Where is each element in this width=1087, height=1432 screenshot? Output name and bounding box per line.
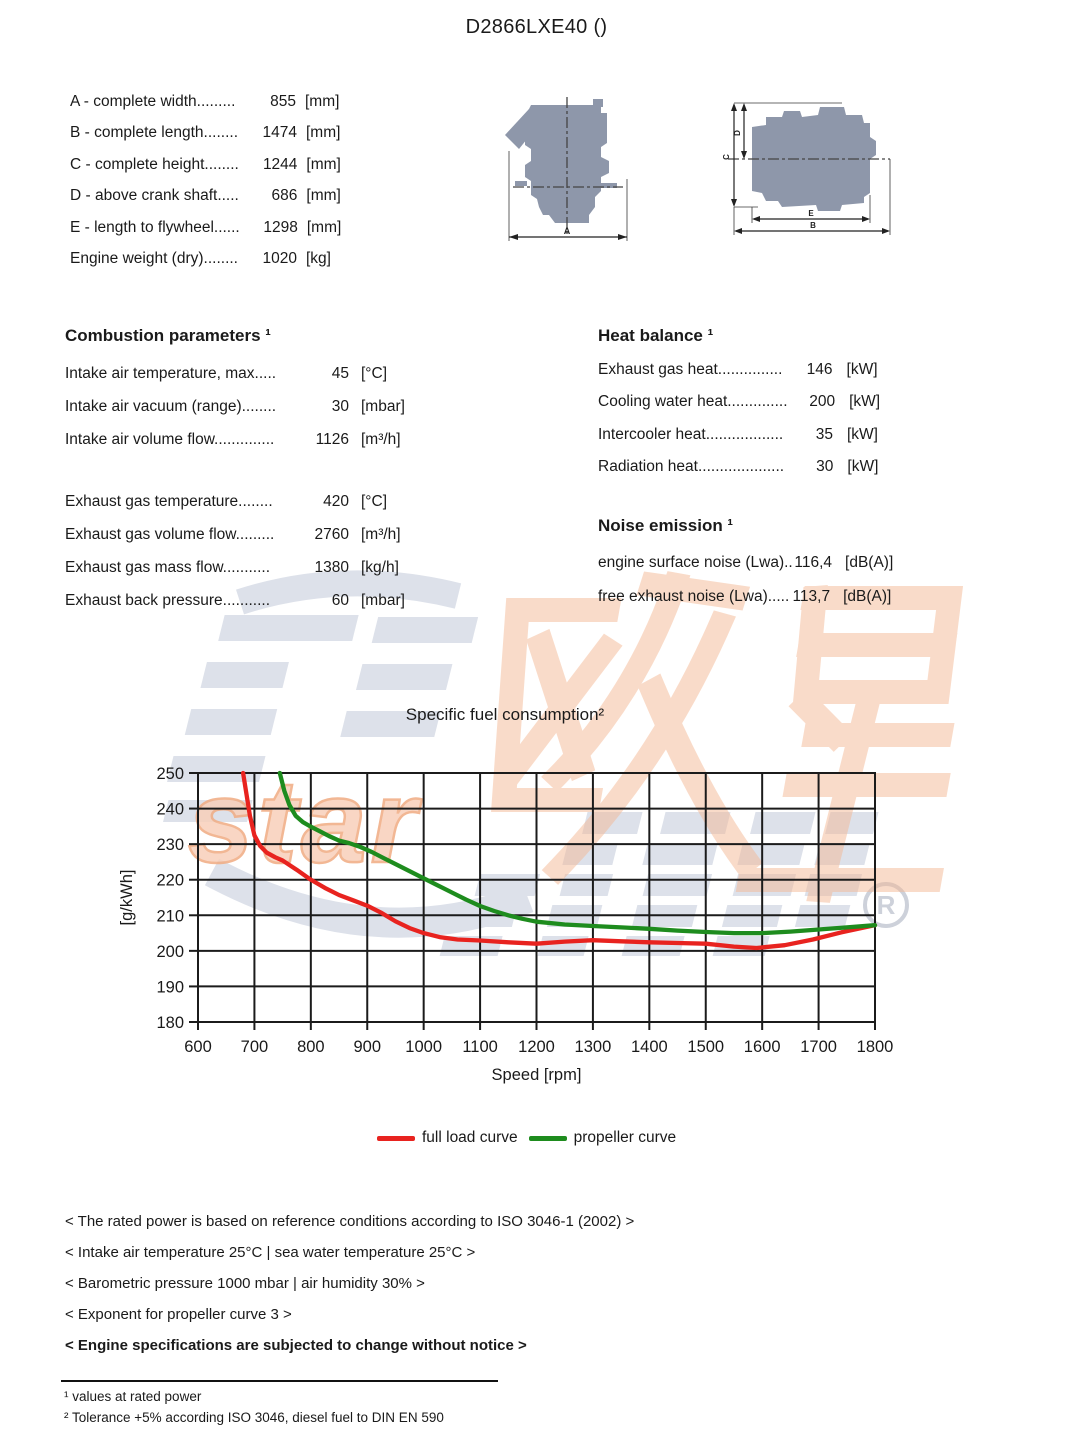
svg-text:180: 180 xyxy=(156,1014,184,1032)
spec-value: 2760 xyxy=(314,526,349,544)
spec-value: 113,7 xyxy=(792,588,831,605)
spec-row xyxy=(598,546,898,580)
spec-row xyxy=(70,243,365,274)
svg-text:1400: 1400 xyxy=(630,1038,668,1056)
spec-row xyxy=(598,580,898,614)
spec-label: Exhaust gas mass flow........... xyxy=(65,558,271,576)
heat-balance-rows xyxy=(598,354,895,483)
spec-row xyxy=(70,180,365,211)
combustion-parameters-section xyxy=(65,326,427,618)
spec-label: Intake air volume flow.............. xyxy=(65,430,275,448)
spec-unit: [mm] xyxy=(306,218,342,236)
spec-row xyxy=(598,419,895,451)
spec-value: 420 xyxy=(323,493,349,511)
heat-balance-section xyxy=(598,326,895,483)
spec-row xyxy=(70,149,365,180)
spec-row xyxy=(70,86,365,117)
spec-value: 30 xyxy=(331,397,349,415)
footnotes-block xyxy=(64,1386,444,1428)
svg-text:240: 240 xyxy=(156,800,184,819)
spec-value: 60 xyxy=(331,591,349,609)
spec-label: Cooling water heat.............. xyxy=(598,393,788,411)
svg-text:1200: 1200 xyxy=(518,1038,555,1056)
spec-unit: [mm] xyxy=(305,93,340,110)
engine-side-view-diagram xyxy=(718,95,913,245)
dim-label-c: C xyxy=(722,154,731,160)
spec-label: Exhaust back pressure........... xyxy=(65,591,271,609)
noise-emission-section xyxy=(598,516,898,614)
spec-row xyxy=(70,212,365,243)
spec-value: 1298 xyxy=(263,218,298,236)
chart-legend xyxy=(377,1129,676,1147)
fuel-consumption-chart xyxy=(110,755,900,1095)
spec-label: Radiation heat.................... xyxy=(598,457,785,475)
spec-unit: [kg] xyxy=(306,250,331,268)
spec-value: 1474 xyxy=(262,124,297,142)
svg-text:200: 200 xyxy=(156,942,184,961)
section-heading: Noise emission ¹ xyxy=(598,516,734,535)
svg-text:1600: 1600 xyxy=(743,1038,781,1056)
note-line: < The rated power is based on reference conditions according to ISO 3046-1 (2002) > xyxy=(65,1213,635,1230)
notes-block xyxy=(65,1206,634,1361)
combustion-group-exhaust xyxy=(65,486,427,617)
page-title: D2866LXE40 () xyxy=(465,16,608,38)
spec-value: 35 xyxy=(815,425,833,443)
note-line: < Barometric pressure 1000 mbar | air humidity 30% > xyxy=(65,1275,425,1292)
spec-unit: [kW] xyxy=(849,393,881,411)
section-heading: Combustion parameters ¹ xyxy=(65,326,271,345)
note-line-bold: < Engine specifications are subjected to change without notice > xyxy=(65,1337,527,1354)
watermark-star-text: star xyxy=(188,756,421,888)
spec-value: 686 xyxy=(271,187,298,205)
spec-value: 146 xyxy=(806,361,833,378)
spec-label: Intake air vacuum (range)........ xyxy=(65,397,277,415)
spec-label: Exhaust gas heat............... xyxy=(598,361,783,378)
section-heading: Heat balance ¹ xyxy=(598,326,714,345)
spec-value: 1126 xyxy=(315,430,349,448)
combustion-group-intake xyxy=(65,358,427,456)
legend-label-full-load: full load curve xyxy=(422,1129,518,1146)
spec-value: 855 xyxy=(270,93,296,110)
spec-row xyxy=(65,519,427,552)
engine-front-view-diagram xyxy=(497,95,647,250)
propeller-curve-swatch xyxy=(529,1136,567,1141)
spec-value: 1380 xyxy=(314,558,349,576)
spec-unit: [mbar] xyxy=(361,591,405,609)
spec-label: Intake air temperature, max..... xyxy=(65,365,277,382)
dim-label-b: B xyxy=(810,221,816,230)
svg-text:R: R xyxy=(876,890,896,920)
svg-text:1700: 1700 xyxy=(800,1038,837,1056)
svg-text:1100: 1100 xyxy=(462,1038,498,1056)
spec-row xyxy=(65,552,427,585)
spec-unit: [kW] xyxy=(846,425,878,443)
spec-unit: [m³/h] xyxy=(361,526,401,544)
spec-unit: [mm] xyxy=(306,124,341,142)
dim-label-a: A xyxy=(563,226,571,236)
svg-text:220: 220 xyxy=(156,871,184,890)
spec-label: engine surface noise (Lwa).. xyxy=(598,554,793,571)
spec-label: Intercooler heat.................. xyxy=(598,425,784,443)
spec-label: Engine weight (dry)........ xyxy=(70,250,238,268)
svg-text:600: 600 xyxy=(184,1038,212,1056)
spec-label: Exhaust gas volume flow......... xyxy=(65,526,275,544)
spec-row xyxy=(65,358,427,391)
spec-unit: [°C] xyxy=(361,493,388,511)
spec-value: 200 xyxy=(809,393,836,411)
spec-label: E - length to flywheel...... xyxy=(70,218,240,236)
spec-unit: [°C] xyxy=(361,365,388,382)
spec-label: A - complete width......... xyxy=(70,93,236,110)
svg-text:1000: 1000 xyxy=(405,1038,443,1056)
spec-row xyxy=(70,117,365,148)
note-line: < Intake air temperature 25°C | sea water temperature 25°C > xyxy=(65,1244,476,1261)
dim-label-d: D xyxy=(733,130,742,136)
footnote-line: ² Tolerance +5% according ISO 3046, diesel fuel to DIN EN 590 xyxy=(64,1410,444,1425)
x-axis-title: Speed [rpm] xyxy=(491,1066,582,1084)
svg-text:1500: 1500 xyxy=(687,1038,725,1056)
svg-text:250: 250 xyxy=(156,765,184,783)
spec-label: B - complete length........ xyxy=(70,124,238,142)
spec-value: 1020 xyxy=(262,250,297,268)
spec-row xyxy=(65,486,427,519)
spec-label: Exhaust gas temperature........ xyxy=(65,493,273,511)
spec-unit: [kg/h] xyxy=(361,558,399,576)
spec-row xyxy=(65,391,427,424)
spec-unit: [kW] xyxy=(847,457,879,475)
svg-text:1300: 1300 xyxy=(574,1038,612,1056)
legend-label-propeller: propeller curve xyxy=(573,1129,677,1146)
svg-text:210: 210 xyxy=(156,907,184,926)
svg-text:700: 700 xyxy=(240,1038,269,1056)
spec-unit: [mm] xyxy=(306,187,341,205)
y-axis-title: [g/kWh] xyxy=(118,869,136,926)
spec-unit: [kW] xyxy=(846,361,878,378)
spec-label: free exhaust noise (Lwa)..... xyxy=(598,588,790,605)
spec-row xyxy=(598,451,895,483)
spec-unit: [dB(A)] xyxy=(843,588,892,605)
spec-unit: [dB(A)] xyxy=(845,554,894,571)
noise-emission-rows xyxy=(598,546,898,614)
svg-text:1800: 1800 xyxy=(856,1038,894,1056)
spec-row xyxy=(598,386,895,418)
footnote-divider xyxy=(61,1380,498,1382)
spec-row xyxy=(598,354,895,386)
spec-value: 30 xyxy=(816,457,834,475)
spec-value: 1244 xyxy=(262,155,298,173)
spec-label: C - complete height........ xyxy=(70,155,239,173)
spec-label: D - above crank shaft..... xyxy=(70,187,239,205)
chart-title: Specific fuel consumption² xyxy=(405,705,605,724)
full-load-curve-swatch xyxy=(377,1136,415,1141)
dim-label-e: E xyxy=(808,209,814,218)
spec-value: 116,4 xyxy=(794,554,833,571)
spec-unit: [mbar] xyxy=(361,397,405,415)
svg-text:900: 900 xyxy=(353,1038,382,1056)
footnote-line: ¹ values at rated power xyxy=(64,1389,202,1404)
dimension-spec-list xyxy=(70,86,365,274)
svg-text:190: 190 xyxy=(156,978,184,997)
svg-text:800: 800 xyxy=(297,1038,325,1056)
spec-row xyxy=(65,585,427,618)
spec-unit: [mm] xyxy=(306,155,341,173)
spec-value: 45 xyxy=(331,365,349,382)
note-line: < Exponent for propeller curve 3 > xyxy=(65,1306,292,1323)
spec-unit: [m³/h] xyxy=(361,430,401,448)
spec-row xyxy=(65,424,427,457)
svg-text:230: 230 xyxy=(156,836,184,855)
